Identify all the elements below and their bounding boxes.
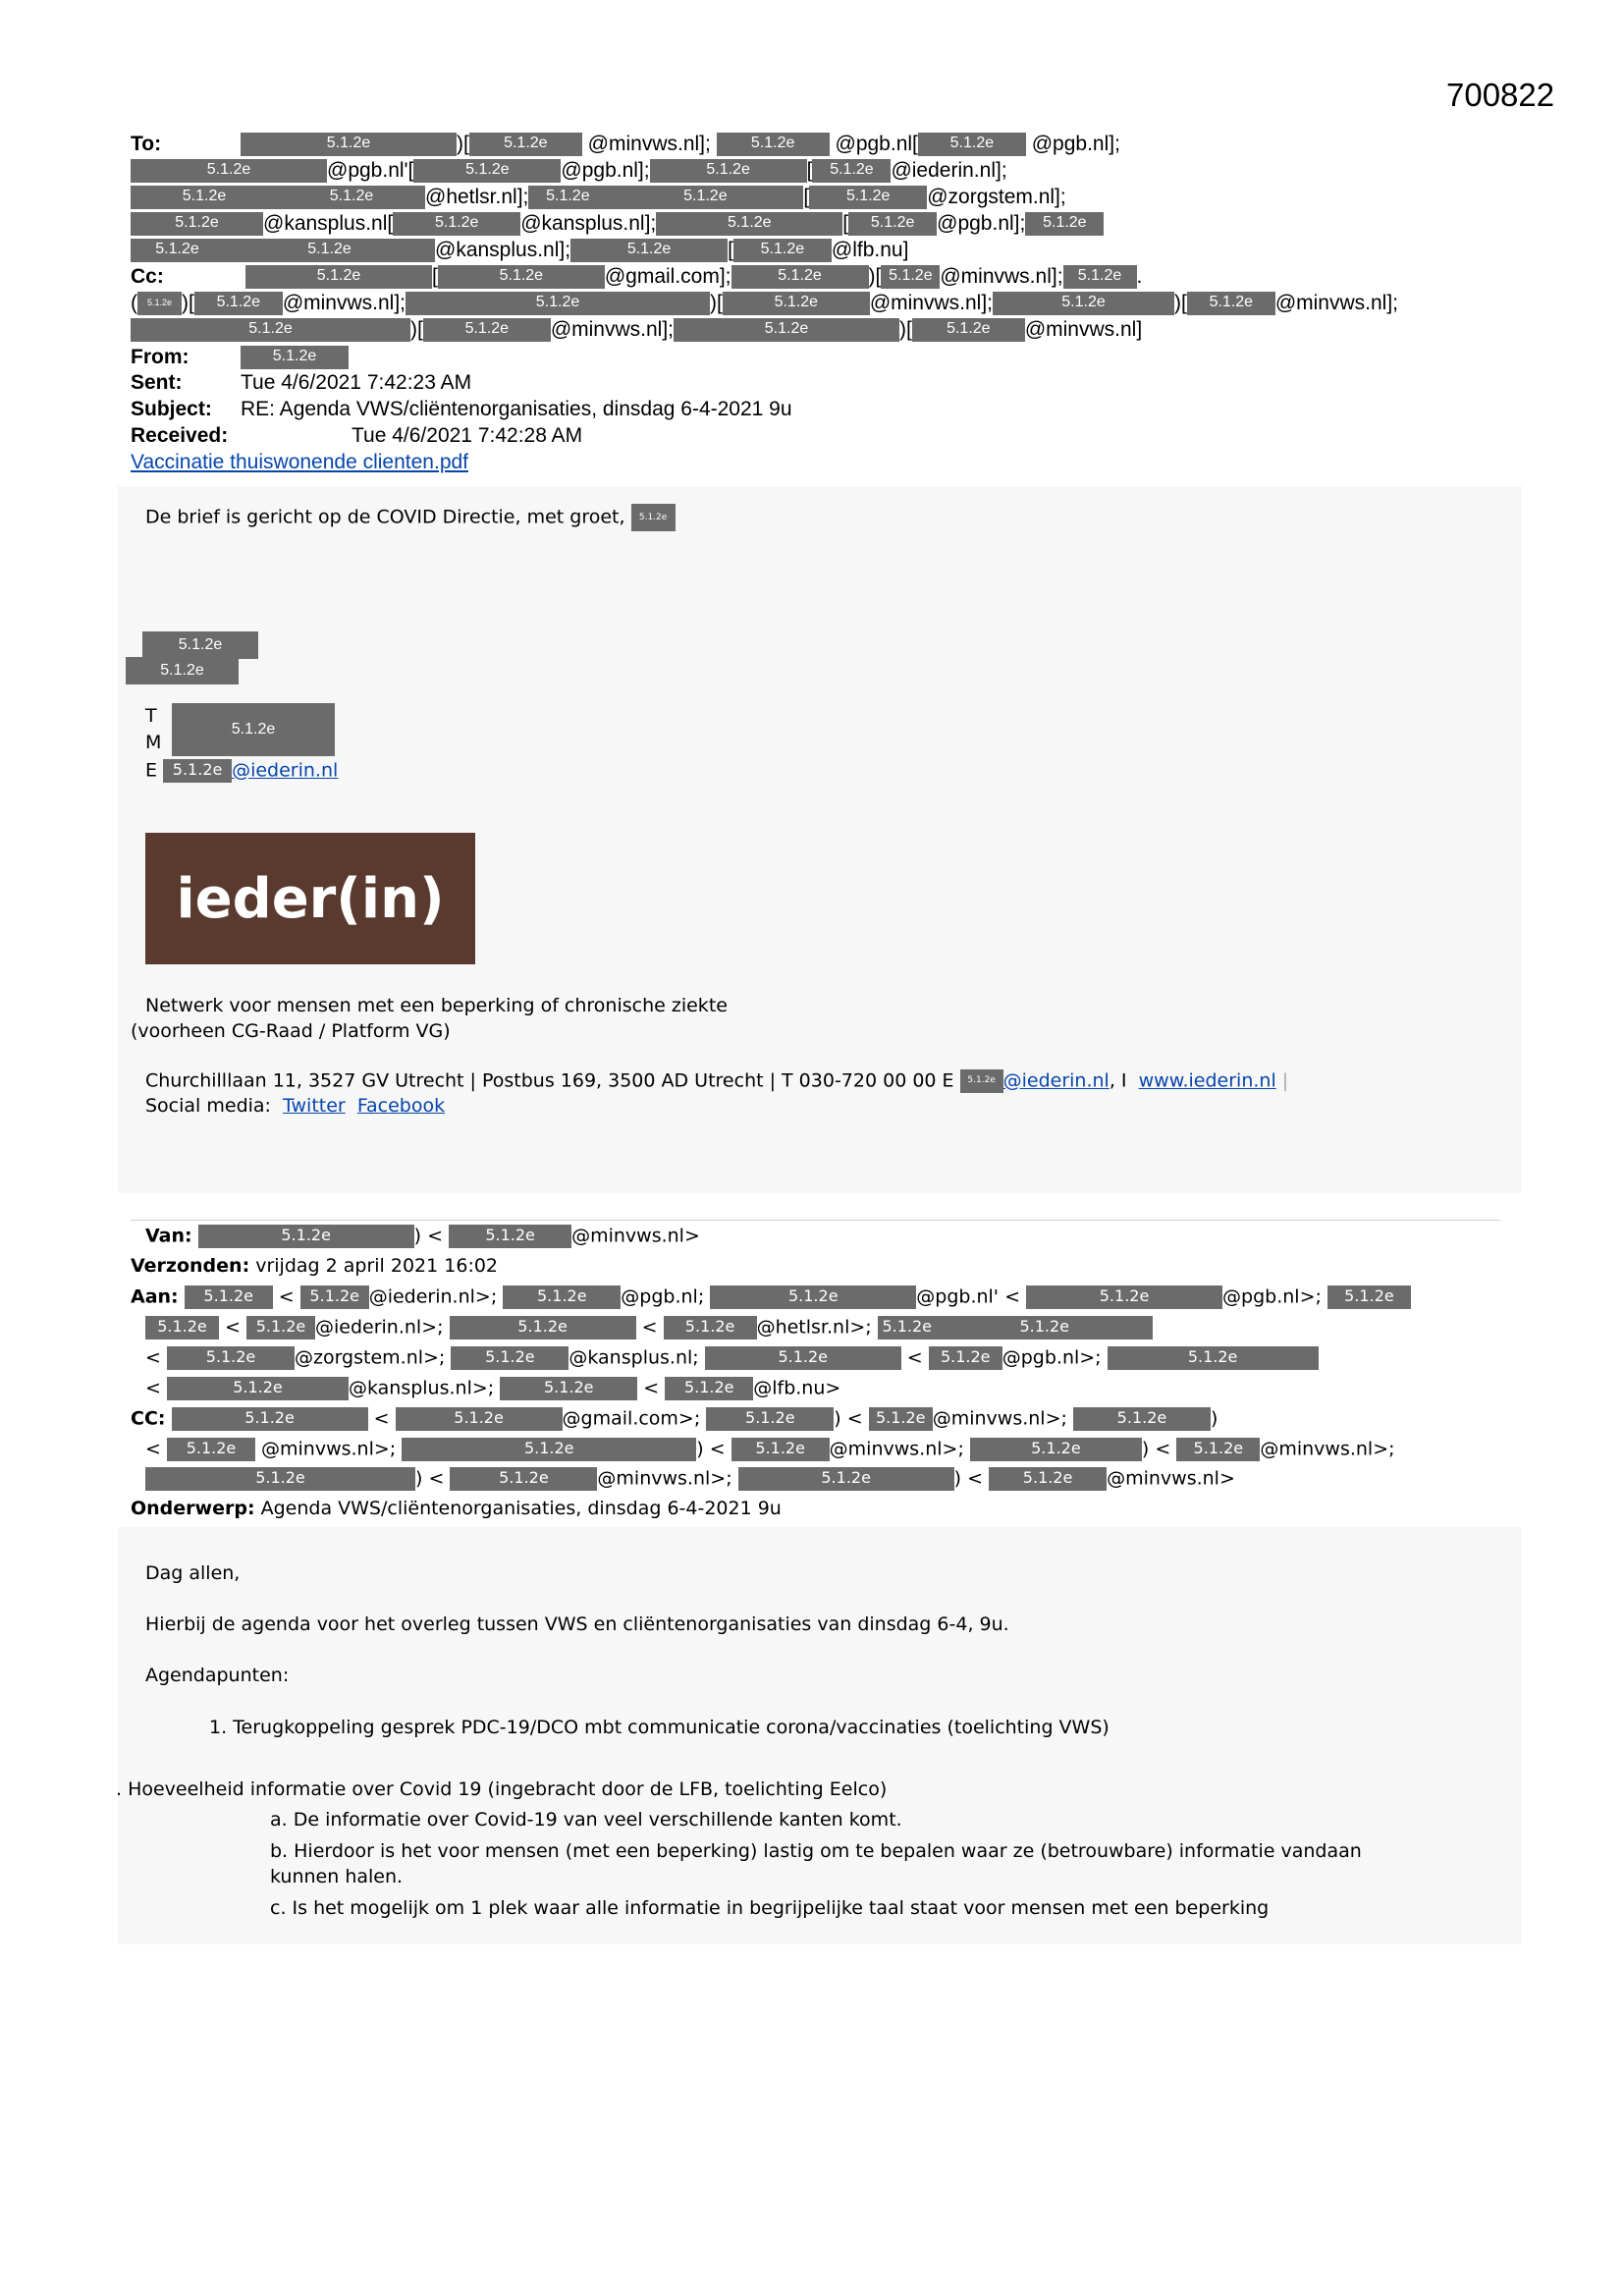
attachment-link[interactable]: Vaccinatie thuiswonende clienten.pdf [131, 451, 469, 473]
redaction: 5.1.2e [500, 1377, 637, 1400]
redaction: 5.1.2e [402, 1438, 696, 1461]
redaction: 5.1.2e [731, 265, 869, 289]
redaction: 5.1.2e [126, 657, 239, 684]
redaction: 5.1.2e [131, 239, 224, 262]
iederin-logo: ieder(in) [145, 833, 475, 964]
agenda-sub-b: b. Hierdoor is het voor mensen (met een beperking) lastig om te bepalen waar ze (betrouwbare) informatie vandaan [270, 1840, 1362, 1862]
redaction: 5.1.2e [929, 1346, 1002, 1370]
agenda-sub-a: a. De informatie over Covid-19 van veel verschillende kanten komt. [270, 1809, 902, 1831]
redaction: 5.1.2e [142, 631, 258, 659]
sent-value: Tue 4/6/2021 7:42:23 AM [241, 371, 472, 394]
redaction: 5.1.2e [198, 1225, 414, 1248]
signature-title [126, 657, 239, 684]
redaction: 5.1.2e [450, 1316, 636, 1339]
redaction: 5.1.2e [131, 186, 278, 209]
redaction: 5.1.2e [451, 1346, 568, 1370]
redaction: 5.1.2e [185, 1285, 273, 1309]
redaction: 5.1.2e [163, 759, 232, 783]
received-value: Tue 4/6/2021 7:42:28 AM [352, 424, 583, 447]
redaction: 5.1.2e [241, 133, 457, 156]
website-link[interactable]: www.iederin.nl [1138, 1069, 1276, 1092]
redaction: 5.1.2e [869, 1407, 933, 1431]
redaction: 5.1.2e [809, 186, 927, 209]
signature-tagline: Netwerk voor mensen met een beperking of chronische ziekte [145, 995, 728, 1016]
redaction: 5.1.2e [528, 186, 607, 209]
redaction: 5.1.2e [245, 265, 432, 289]
redaction: 5.1.2e [469, 133, 582, 156]
van-line: Van: 5.1.2e ) < 5.1.2e @minvws.nl> [145, 1225, 700, 1247]
aan-line-4: < 5.1.2e @kansplus.nl>; 5.1.2e < 5.1.2e @lfb.nu> [145, 1377, 841, 1399]
cc2-line-2: < 5.1.2e @minvws.nl>; 5.1.2e ) < 5.1.2e @minvws.nl>; 5.1.2e ) < 5.1.2e @minvws.nl>; [145, 1438, 1395, 1460]
redaction: 5.1.2e [194, 292, 283, 315]
aan-line-1: Aan: 5.1.2e < 5.1.2e @iederin.nl>; 5.1.2e @pgb.nl; 5.1.2e @pgb.nl' < 5.1.2e @pgb.nl>; 5.1.2e [131, 1285, 1411, 1309]
redaction: 5.1.2e [1025, 212, 1104, 236]
redaction: 5.1.2e [1063, 265, 1137, 289]
to-recipients-line-3: 5.1.2e 5.1.2e @hetlsr.nl]; 5.1.2e 5.1.2e [ 5.1.2e @zorgstem.nl]; [131, 184, 1066, 210]
signature-phone [172, 703, 335, 756]
redaction: 5.1.2e [881, 265, 940, 289]
agenda-sub-b-cont: kunnen halen. [270, 1866, 404, 1887]
redaction: 5.1.2e [145, 1316, 219, 1339]
sent-label: Sent: [131, 371, 183, 394]
redaction: 5.1.2e [631, 504, 676, 531]
redaction: 5.1.2e [1108, 1346, 1319, 1370]
redaction: 5.1.2e [960, 1069, 1003, 1093]
cc2-line-3: 5.1.2e ) < 5.1.2e @minvws.nl>; 5.1.2e ) < 5.1.2e @minvws.nl> [145, 1467, 1235, 1491]
redaction: 5.1.2e [733, 239, 832, 262]
redaction: 5.1.2e [812, 159, 891, 183]
redaction: 5.1.2e [674, 318, 899, 342]
aan-line-2: 5.1.2e < 5.1.2e @iederin.nl>; 5.1.2e < 5.1.2e @hetlsr.nl>; 5.1.2e 5.1.2e [145, 1316, 1153, 1339]
redaction: 5.1.2e [664, 1316, 757, 1339]
redaction: 5.1.2e [503, 1285, 621, 1309]
redaction: 5.1.2e [167, 1438, 255, 1461]
received-label: Received: [131, 424, 229, 447]
redaction: 5.1.2e [1176, 1438, 1260, 1461]
signature-address: Churchilllaan 11, 3527 GV Utrecht | Postbus 169, 3500 AD Utrecht | T 030-720 00 00 E 5.1.2e @iederin.nl, I www.iederin.nl | [145, 1069, 1289, 1092]
redaction: 5.1.2e [1327, 1285, 1411, 1309]
to-recipients-line-2: 5.1.2e @pgb.nl'[ 5.1.2e @pgb.nl]; 5.1.2e [ 5.1.2e @iederin.nl]; [131, 157, 1007, 184]
to-recipients-line-4: 5.1.2e @kansplus.nl[ 5.1.2e @kansplus.nl]; 5.1.2e [ 5.1.2e @pgb.nl]; 5.1.2e [131, 210, 1104, 237]
redaction: 5.1.2e [656, 212, 842, 236]
agenda-label: Agendapunten: [145, 1665, 290, 1686]
redaction: 5.1.2e [167, 1346, 295, 1370]
redaction: 5.1.2e [406, 292, 710, 315]
redaction: 5.1.2e [131, 318, 410, 342]
signature-t-label: T [145, 705, 157, 727]
redaction: 5.1.2e [172, 1407, 368, 1431]
redaction: 5.1.2e [848, 212, 937, 236]
twitter-link[interactable]: Twitter [283, 1095, 346, 1117]
signature-name [142, 631, 258, 659]
email1-body-line: De brief is gericht op de COVID Directie, met groet, 5.1.2e [145, 504, 676, 531]
redaction: 5.1.2e [731, 1438, 830, 1461]
redaction: 5.1.2e [607, 186, 803, 209]
cc-recipients-line-1: 5.1.2e [ 5.1.2e @gmail.com]; 5.1.2e )[ 5.1.2e @minvws.nl]; 5.1.2e . [245, 263, 1142, 290]
signature-social: Social media: Twitter Facebook [145, 1095, 446, 1117]
redaction: 5.1.2e [970, 1438, 1142, 1461]
cc-recipients-line-3: 5.1.2e )[ 5.1.2e @minvws.nl]; 5.1.2e )[ 5.1.2e @minvws.nl] [131, 316, 1142, 343]
agenda-item-1: 1. Terugkoppeling gesprek PDC-19/DCO mbt communicatie corona/vaccinaties (toelichting VWS) [209, 1717, 1110, 1738]
redaction: 5.1.2e [449, 1225, 571, 1248]
redaction: 5.1.2e [710, 1285, 916, 1309]
redaction: 5.1.2e [393, 212, 520, 236]
redaction: 5.1.2e [167, 1377, 349, 1400]
redaction: 5.1.2e [570, 239, 728, 262]
redaction: 5.1.2e [705, 1346, 901, 1370]
redaction: 5.1.2e [665, 1377, 753, 1400]
redaction: 5.1.2e [131, 212, 263, 236]
redaction: 5.1.2e [224, 239, 435, 262]
onderwerp-line: Onderwerp: Agenda VWS/cliëntenorganisaties, dinsdag 6-4-2021 9u [131, 1498, 782, 1519]
redaction: 5.1.2e [937, 1316, 1153, 1339]
signature-formerly: (voorheen CG-Raad / Platform VG) [131, 1020, 451, 1042]
redaction: 5.1.2e [650, 159, 807, 183]
from-value [241, 344, 349, 370]
redaction: 5.1.2e [246, 1316, 315, 1339]
redaction: 5.1.2e [1026, 1285, 1222, 1309]
redaction: 5.1.2e [131, 159, 327, 183]
divider [131, 1220, 1500, 1221]
verzonden-line: Verzonden: vrijdag 2 april 2021 16:02 [131, 1255, 499, 1277]
redaction: 5.1.2e [423, 318, 551, 342]
signature-email-link[interactable]: @iederin.nl [232, 759, 339, 782]
redaction: 5.1.2e [278, 186, 425, 209]
redaction: 5.1.2e [1187, 292, 1275, 315]
facebook-link[interactable]: Facebook [356, 1095, 446, 1117]
document-number: 700822 [1446, 77, 1555, 113]
to-recipients-line-5: 5.1.2e 5.1.2e @kansplus.nl]; 5.1.2e [ 5.1.2e @lfb.nu] [131, 237, 908, 263]
subject-label: Subject: [131, 398, 212, 420]
address-email-link[interactable]: @iederin.nl [1002, 1069, 1110, 1092]
redaction: 5.1.2e [738, 1467, 954, 1491]
cc-label: Cc: [131, 265, 164, 288]
redaction: 5.1.2e [145, 1467, 415, 1491]
signature-m-label: M [145, 732, 162, 753]
redaction: 5.1.2e [723, 292, 870, 315]
to-recipients-line-1: 5.1.2e )[ 5.1.2e @minvws.nl]; 5.1.2e @pgb.nl[ 5.1.2e @pgb.nl]; [241, 131, 1120, 157]
redaction: 5.1.2e [137, 292, 182, 315]
redaction: 5.1.2e [912, 318, 1025, 342]
redaction: 5.1.2e [1073, 1407, 1211, 1431]
intro: Hierbij de agenda voor het overleg tussen VWS en cliëntenorganisaties van dinsdag 6-4, 9u. [145, 1613, 1009, 1635]
redaction: 5.1.2e [918, 133, 1026, 156]
redaction: 5.1.2e [396, 1407, 563, 1431]
redaction: 5.1.2e [989, 1467, 1107, 1491]
redaction: 5.1.2e [172, 703, 335, 756]
redaction: 5.1.2e [438, 265, 605, 289]
agenda-sub-c: c. Is het mogelijk om 1 plek waar alle informatie in begrijpelijke taal staat voor mensen met een beperking [270, 1897, 1270, 1919]
redaction: 5.1.2e [878, 1316, 937, 1339]
signature-email-line: E 5.1.2e @iederin.nl [145, 759, 339, 782]
redaction: 5.1.2e [717, 133, 830, 156]
redaction: 5.1.2e [450, 1467, 597, 1491]
from-label: From: [131, 346, 189, 368]
redaction: 5.1.2e [300, 1285, 369, 1309]
cc-recipients-line-2: ( 5.1.2e )[ 5.1.2e @minvws.nl]; 5.1.2e )[ 5.1.2e @minvws.nl]; 5.1.2e )[ 5.1.2e @minvws.nl]; [131, 292, 1398, 314]
redaction: 5.1.2e [993, 292, 1174, 315]
redaction: 5.1.2e [413, 159, 561, 183]
redaction: 5.1.2e [706, 1407, 834, 1431]
subject-value: RE: Agenda VWS/cliëntenorganisaties, dinsdag 6-4-2021 9u [241, 398, 792, 420]
to-label: To: [131, 133, 162, 155]
cc2-line-1: CC: 5.1.2e < 5.1.2e @gmail.com>; 5.1.2e ) < 5.1.2e @minvws.nl>; 5.1.2e ) [131, 1407, 1218, 1430]
agenda-item-2: . Hoeveelheid informatie over Covid 19 (ingebracht door de LFB, toelichting Eelco) [116, 1778, 888, 1800]
greeting: Dag allen, [145, 1562, 241, 1584]
aan-line-3: < 5.1.2e @zorgstem.nl>; 5.1.2e @kansplus.nl; 5.1.2e < 5.1.2e @pgb.nl>; 5.1.2e [145, 1346, 1319, 1370]
redaction: 5.1.2e [241, 346, 349, 369]
